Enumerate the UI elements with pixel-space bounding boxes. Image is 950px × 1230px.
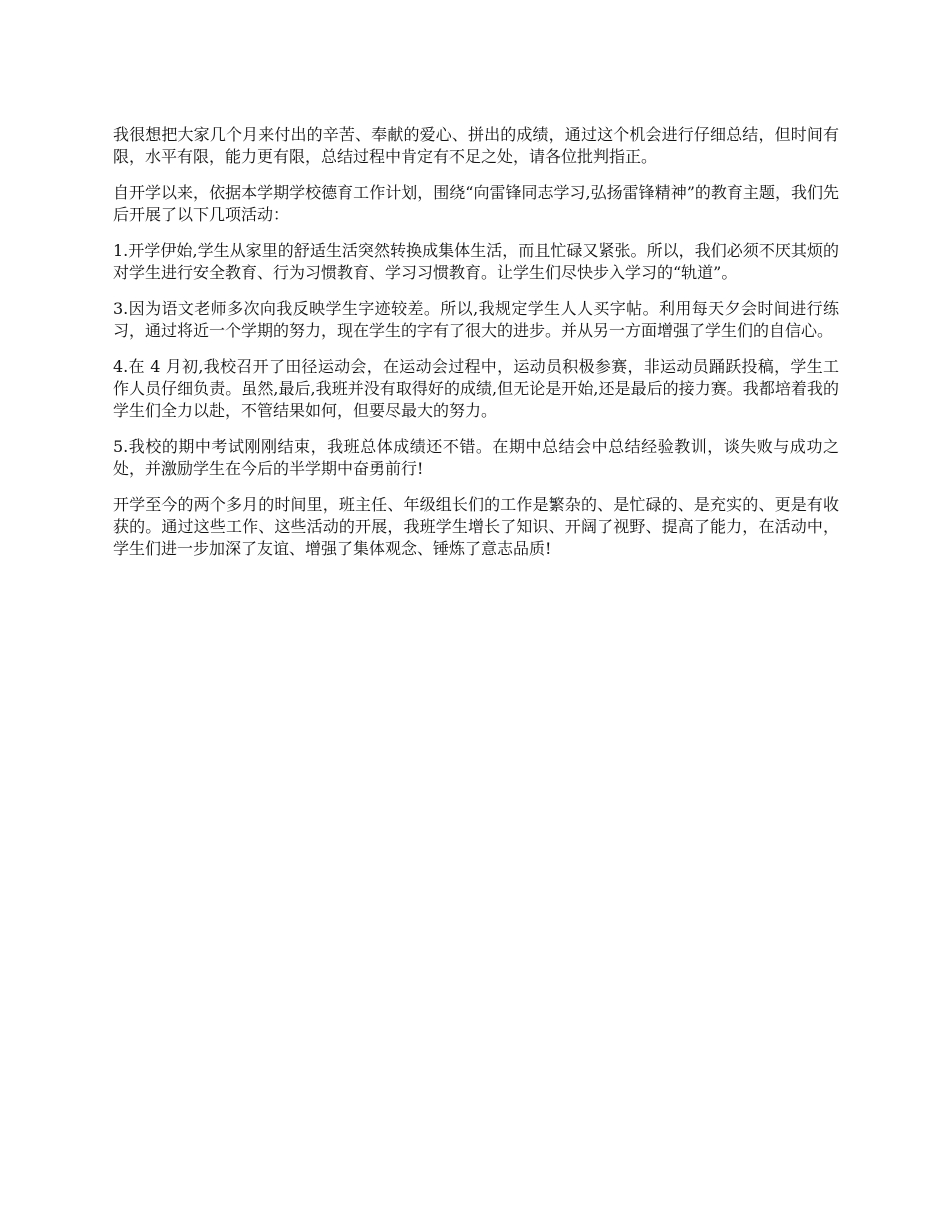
- paragraph-intro: 我很想把大家几个月来付出的辛苦、奉献的爱心、拼出的成绩，通过这个机会进行仔细总结，但时间有限，水平有限，能力更有限，总结过程中肯定有不足之处，请各位批判指正。: [113, 125, 839, 166]
- paragraph-item-3: 3.因为语文老师多次向我反映学生字迹较差。所以,我规定学生人人买字帖。利用每天夕会时间进行练习，通过将近一个学期的努力，现在学生的字有了很大的进步。并从另一方面增强了学生们的自信心。: [113, 299, 839, 340]
- document-page: [113, 124, 839, 574]
- paragraph-item-4: 4.在 4 月初,我校召开了田径运动会，在运动会过程中，运动员积极参赛，非运动员踊跃投稿，学生工作人员仔细负责。虽然,最后,我班并没有取得好的成绩,但无论是开始,还是最后的接力赛。我都培着我的学生们全力以赴，不管结果如何，但要尽最大的努力。: [113, 357, 839, 420]
- paragraph-item-5: 5.我校的期中考试刚刚结束，我班总体成绩还不错。在期中总结会中总结经验教训，谈失败与成功之处，并激励学生在今后的半学期中奋勇前行!: [113, 437, 839, 478]
- paragraph-item-1: 1.开学伊始,学生从家里的舒适生活突然转换成集体生活，而且忙碌又紧张。所以，我们必须不厌其烦的对学生进行安全教育、行为习惯教育、学习习惯教育。让学生们尽快步入学习的“轨道”。: [113, 241, 839, 282]
- paragraph-activities-intro: 自开学以来，依据本学期学校德育工作计划，围绕“向雷锋同志学习,弘扬雷锋精神”的教育主题，我们先后开展了以下几项活动：: [113, 183, 839, 224]
- paragraph-conclusion: 开学至今的两个多月的时间里，班主任、年级组长们的工作是繁杂的、是忙碌的、是充实的、更是有收获的。通过这些工作、这些活动的开展，我班学生增长了知识、开阔了视野、提高了能力，在活动中，学生们进一步加深了友谊、增强了集体观念、锤炼了意志品质!: [113, 495, 839, 558]
